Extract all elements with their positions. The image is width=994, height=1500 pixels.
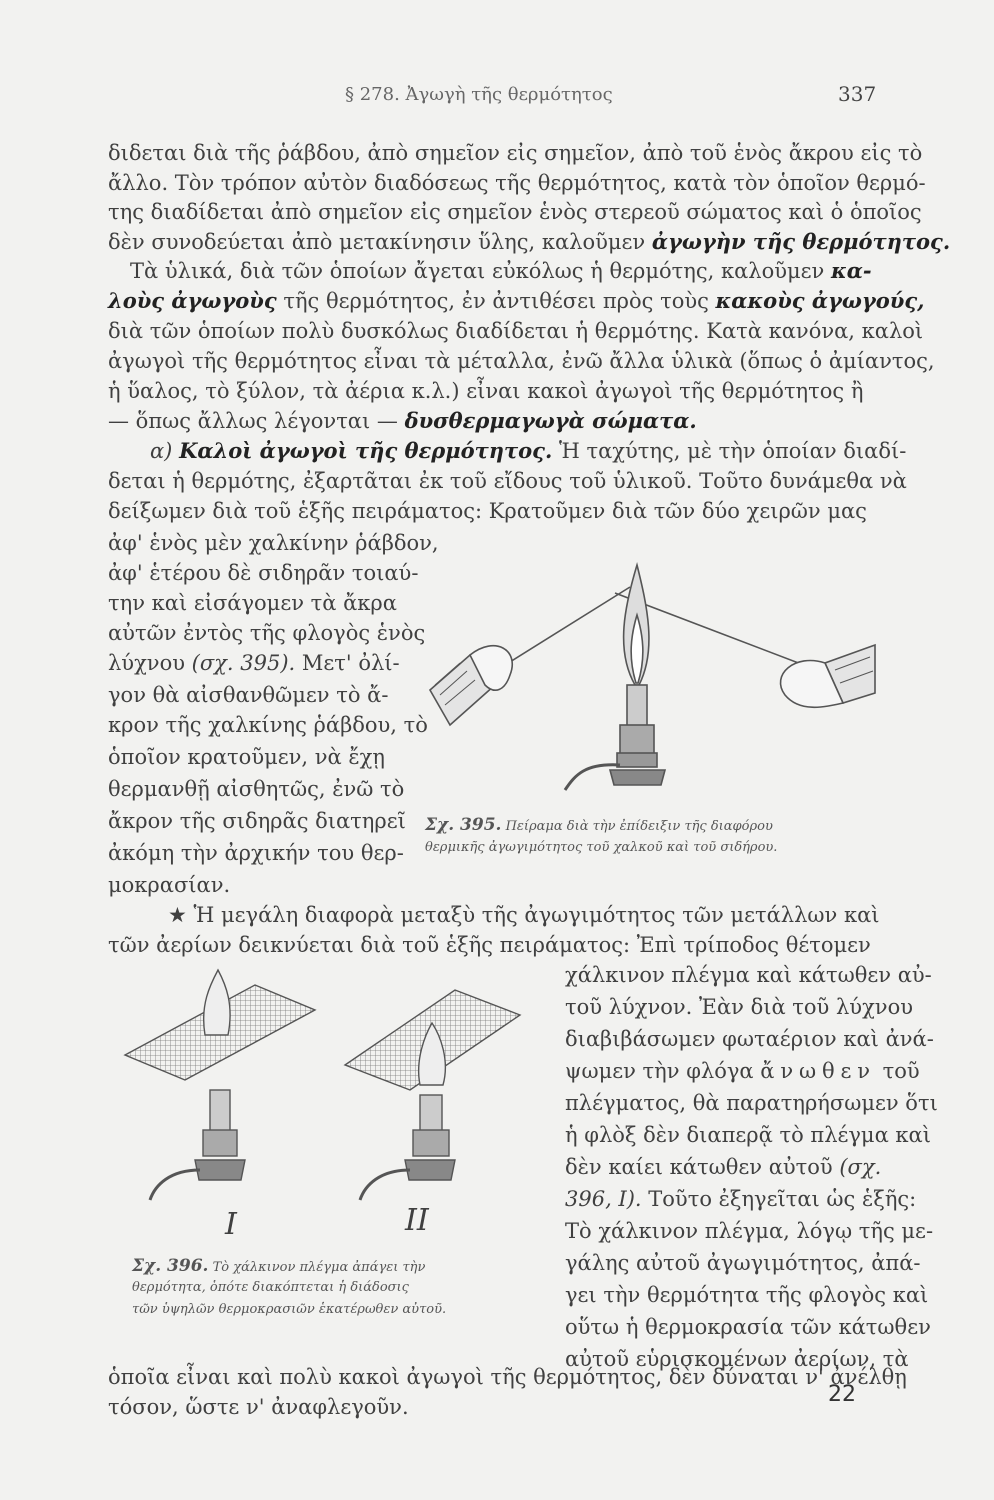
text-line: χάλκινον πλέγμα καὶ κάτωθεν αὐ- (565, 963, 932, 987)
text-line: πλέγματος, θὰ παρατηρήσωμεν ὅτι (565, 1091, 938, 1115)
figure-396-label-II: II (405, 1203, 429, 1238)
figure-396-label-I: I (225, 1207, 237, 1242)
text-line: ἀφ' ἑνὸς μὲν χαλκίνην ῥάβδον, (108, 531, 439, 555)
text-line: ★ Ἡ μεγάλη διαφορὰ μεταξὺ τῆς ἀγωγιμότητος τῶν μετάλλων καὶ (168, 903, 880, 927)
text-line: της διαδίδεται ἀπὸ σημεῖον εἰς σημεῖον ἑνὸς στερεοῦ σώματος καὶ ὁ ὁποῖος (108, 200, 922, 224)
text-line: 396, I). Τοῦτο ἐξηγεῖται ὡς ἑξῆς: (565, 1187, 917, 1211)
figure-395-caption: θερμικῆς ἀγωγιμότητος τοῦ χαλκοῦ καὶ τοῦ σιδήρου. (425, 840, 778, 855)
figure-396-caption: τῶν ὑψηλῶν θερμοκρασιῶν ἑκατέρωθεν αὐτοῦ. (132, 1302, 447, 1317)
text-line: ἀφ' ἑτέρου δὲ σιδηρᾶν τοιαύ- (108, 561, 419, 585)
text-line: τοῦ λύχνον. Ἐὰν διὰ τοῦ λύχνου (565, 995, 913, 1019)
text-line: γάλης αὐτοῦ ἀγωγιμότητος, ἀπά- (565, 1251, 921, 1275)
text-line: ἀγωγοὶ τῆς θερμότητος εἶναι τὰ μέταλλα, ἐνῶ ἄλλα ὑλικὰ (ὅπως ὁ ἀμίαντος, (108, 349, 935, 373)
text-line: μοκρασίαν. (108, 873, 231, 897)
text-line: δὲν καίει κάτωθεν αὐτοῦ (σχ. (565, 1155, 882, 1179)
text-line: λύχνου (σχ. 395). Μετ' ὀλί- (108, 651, 400, 675)
text-line: ἀκόμη τὴν ἀρχικήν του θερ- (108, 841, 404, 865)
text-line: τόσον, ὥστε ν' ἀναφλεγοῦν. (108, 1395, 409, 1419)
figure-395-caption: Σχ. 395. Πείραμα διὰ τὴν ἐπίδειξιν τῆς διαφόρου (425, 815, 773, 835)
text-line: την καὶ εἰσάγομεν τὰ ἄκρα (108, 591, 397, 615)
text-line: δὲν συνοδεύεται ἀπὸ μετακίνησιν ὕλης, καλοῦμεν ἀγωγὴν τῆς θερμότητος. (108, 229, 951, 254)
text-line: Τὸ χάλκινον πλέγμα, λόγῳ τῆς με- (565, 1219, 934, 1243)
text-line: διδεται διὰ τῆς ῥάβδου, ἀπὸ σημεῖον εἰς σημεῖον, ἀπὸ τοῦ ἑνὸς ἄκρου εἰς τὸ (108, 141, 923, 165)
text-line: λοὺς ἀγωγοὺς τῆς θερμότητος, ἐν ἀντιθέσει πρὸς τοὺς κακοὺς ἀγωγούς, (108, 288, 925, 313)
figure-395-illustration (425, 535, 880, 795)
text-line: γει τὴν θερμότητα τῆς φλογὸς καὶ (565, 1283, 929, 1307)
text-line: οὕτω ἡ θερμοκρασία τῶν κάτωθεν (565, 1315, 931, 1339)
running-header: § 278. Ἀγωγὴ τῆς θερμότητος (345, 84, 613, 105)
text-line: ὁποῖον κρατοῦμεν, νὰ ἔχῃ (108, 745, 385, 769)
text-line: Τὰ ὑλικά, διὰ τῶν ὁποίων ἄγεται εὐκόλως ἡ θερμότης, καλοῦμεν κα- (130, 258, 872, 283)
text-line: ἄκρον τῆς σιδηρᾶς διατηρεῖ (108, 809, 406, 833)
text-line: δεται ἡ θερμότης, ἐξαρτᾶται ἐκ τοῦ εἴδους τοῦ ὑλικοῦ. Τοῦτο δυνάμεθα νὰ (108, 469, 907, 493)
figure-396-illustration (110, 965, 540, 1225)
text-line: αὐτῶν ἐντὸς τῆς φλογὸς ἑνὸς (108, 621, 426, 645)
text-line: — ὅπως ἄλλως λέγονται — δυσθερμαγωγὰ σώματα. (108, 408, 697, 433)
figure-396-caption: Σχ. 396. Τὸ χάλκινον πλέγμα ἀπάγει τὴν (132, 1256, 426, 1276)
text-line: γον θὰ αἰσθανθῶμεν τὸ ἄ- (108, 683, 389, 707)
text-line: ἡ ὕαλος, τὸ ξύλον, τὰ ἀέρια κ.λ.) εἶναι κακοὶ ἀγωγοὶ τῆς θερμότητος ἢ (108, 379, 864, 403)
text-line: ἄλλο. Τὸν τρόπον αὐτὸν διαδόσεως τῆς θερμότητος, κατὰ τὸν ὁποῖον θερμό- (108, 171, 926, 195)
page-number: 337 (838, 82, 877, 106)
text-line: διαβιβάσωμεν φωταέριον καὶ ἀνά- (565, 1027, 934, 1051)
text-line: διὰ τῶν ὁποίων πολὺ δυσκόλως διαδίδεται ἡ θερμότης. Κατὰ κανόνα, καλοὶ (108, 319, 924, 343)
text-line: αὐτοῦ εὑρισκομένων ἀερίων, τὰ (565, 1347, 909, 1371)
text-line: ψωμεν τὴν φλόγα ἄνωθεν τοῦ (565, 1059, 920, 1083)
text-line: θερμανθῇ αἰσθητῶς, ἐνῶ τὸ (108, 777, 405, 801)
text-line: ὁποῖα εἶναι καὶ πολὺ κακοὶ ἀγωγοὶ τῆς θερμότητος, δὲν δύναται ν' ἀνέλθῃ (108, 1365, 907, 1389)
text-line: α) Καλοὶ ἀγωγοὶ τῆς θερμότητος. Ἡ ταχύτης, μὲ τὴν ὁποίαν διαδί- (150, 438, 907, 463)
text-line: ἡ φλὸξ δὲν διαπερᾷ τὸ πλέγμα καὶ (565, 1123, 931, 1147)
text-line: κρον τῆς χαλκίνης ῥάβδου, τὸ (108, 713, 428, 737)
signature-mark: 22 (828, 1382, 856, 1407)
figure-396-caption: θερμότητα, ὁπότε διακόπτεται ἡ διάδοσις (132, 1280, 409, 1295)
text-line: δείξωμεν διὰ τοῦ ἑξῆς πειράματος: Κρατοῦμεν διὰ τῶν δύο χειρῶν μας (108, 499, 867, 523)
text-line: τῶν ἀερίων δεικνύεται διὰ τοῦ ἑξῆς πειράματος: Ἐπὶ τρίποδος θέτομεν (108, 933, 871, 957)
